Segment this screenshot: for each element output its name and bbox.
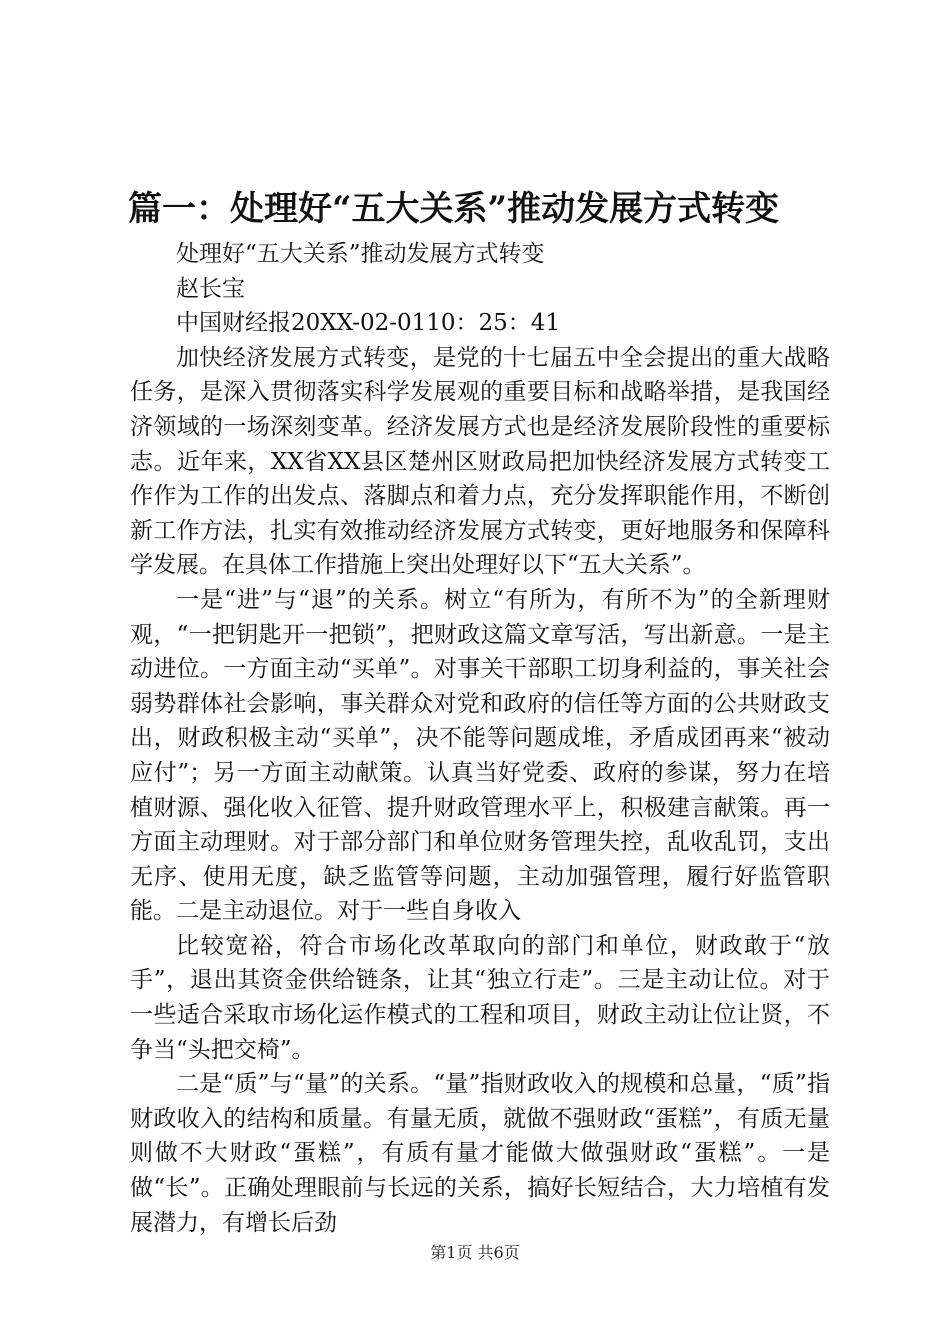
body-paragraph: 一是“进”与“退”的关系。树立“有所为，有所不为”的全新理财观，“一把钥匙开一把锁”，把财政这篇文章写活，写出新意。一是主动进位。一方面主动“买单”。对事关干部职工切身利益的，事关社会弱势群体社会影响，事关群众对党和政府的信任等方面的公共财政支出，财政积极主动“买单”，决不能等问题成堆，矛盾成团再来“被动应付”；另一方面主动献策。认真当好党委、政府的参谋，努力在培植财源、强化收入征管、提升财政管理水平上，积极建言献策。再一方面主动理财。对于部分部门和单位财务管理失控，乱收乱罚，支出无序、使用无度，缺乏监管等问题，主动加强管理，履行好监管职能。二是主动退位。对于一些自身收入 [130,586,830,925]
page-number-footer: 第1页 共6页 [430,1243,520,1262]
subtitle-line: 处理好“五大关系”推动发展方式转变 [176,241,545,267]
source-line: 中国财经报20XX-02-0110：25：41 [176,310,561,337]
document-title: 篇一：处理好“五大关系”推动发展方式转变 [128,189,780,229]
document-body [130,237,830,1240]
body-paragraph: 加快经济发展方式转变，是党的十七届五中全会提出的重大战略任务，是深入贯彻落实科学发展观的重要目标和战略举措，是我国经济领域的一场深刻变革。经济发展方式也是经济发展阶段性的重要标志。近年来，XX省XX县区楚州区财政局把加快经济发展方式转变工作作为工作的出发点、落脚点和着力点，充分发挥职能作用，不断创新工作方法，扎实有效推动经济发展方式转变，更好地服务和保障科学发展。在具体工作措施上突出处理好以下“五大关系”。 [130,344,830,579]
body-paragraph: 二是“质”与“量”的关系。“量”指财政收入的规模和总量，“质”指财政收入的结构和质量。有量无质，就做不强财政“蛋糕”，有质无量则做不大财政“蛋糕”，有质有量才能做大做强财政“蛋糕”。一是做“长”。正确处理眼前与长远的关系，搞好长短结合，大力培植有发展潜力，有增长后劲 [130,1071,830,1236]
body-paragraph: 比较宽裕，符合市场化改革取向的部门和单位，财政敢于“放手”，退出其资金供给链条，让其“独立行走”。三是主动让位。对于一些适合采取市场化运作模式的工程和项目，财政主动让位让贤，不争当“头把交椅”。 [130,932,830,1063]
author-line: 赵长宝 [176,275,245,302]
